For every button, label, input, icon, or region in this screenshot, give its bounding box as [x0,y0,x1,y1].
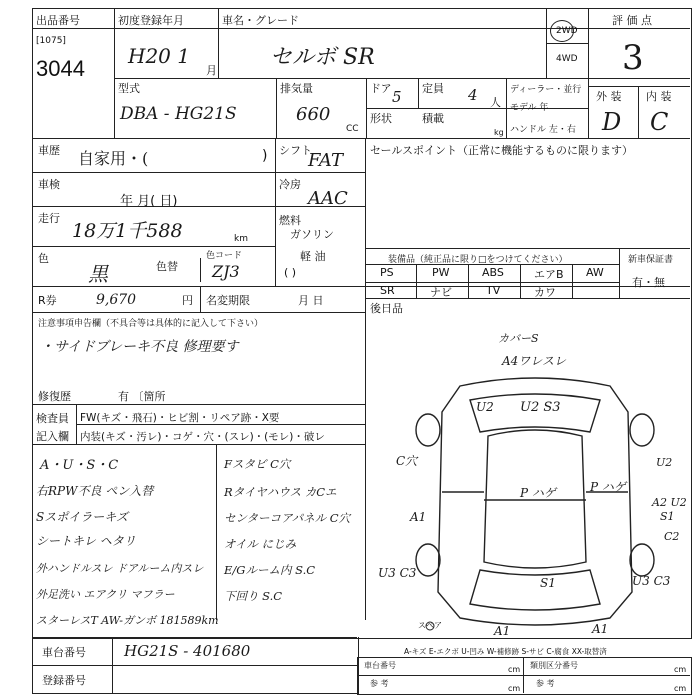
handle-label: ハンドル 左・右 [510,125,576,135]
chassis-value: HG21S - 401680 [124,642,251,660]
drive-2wd: 2WD [556,26,578,36]
remark-line: 外足洗い エアクリ マフラー [36,588,175,601]
divider [32,312,365,313]
divider [619,248,620,298]
repair-value: 有 〔箇所 [118,390,166,403]
footer-unit: cm [508,665,521,674]
remark-line: オイル にじみ [224,537,297,551]
drive-circle [550,20,574,42]
diagram-mark: S1 [660,510,675,523]
lot-label: 出品番号 [36,14,80,27]
fuel-diesel: 軽 油 [300,250,326,263]
fuel-label: 燃料 [279,214,301,227]
diagram-mark: A1 [494,624,511,638]
reg-no-label: 登録番号 [42,674,86,687]
wheel-front-right [630,414,654,446]
divider [276,78,277,138]
equip-aw: AW [586,266,604,279]
footer-unit: cm [508,684,521,693]
load-unit: kg [494,128,504,137]
remark-line: スターレスT AW-ガンボ 181589km [36,614,219,627]
cc-label: 排気量 [280,82,313,95]
inspector-label1: 検査員 [36,412,69,425]
inspector-fw-line: FW(キズ・飛石)・ヒビ割・リペア跡・X要 [80,412,280,424]
remark-line: Rタイヤハウス カCエ [224,485,337,499]
cap-unit: 人 [490,96,501,109]
fuel-paren: ( ) [284,266,297,279]
history-close: ) [262,148,268,164]
mileage-unit: km [234,234,248,244]
footer-sub-label: 参 考 [370,679,389,688]
divider [588,86,690,87]
warranty-label: 新車保証書 [628,255,674,265]
diagram-mark: U3 C3 [632,574,671,588]
divider [275,172,365,173]
shift-label: シフト [279,144,312,157]
divider [32,138,690,139]
grade-label: 評 価 点 [612,14,652,27]
divider [572,264,573,298]
diagram-mark: C2 [664,530,680,543]
divider [218,8,219,78]
ac-label: 冷房 [279,178,301,191]
divider [32,444,365,445]
reg-value: H20 1 [128,44,190,68]
model-value: セルボ SR [270,45,375,70]
cc-unit: CC [346,124,359,134]
divider [32,665,357,666]
remark-line: 外ハンドルスレ ドアルーム内スレ [36,562,204,575]
divider [365,286,366,620]
diagram-mark: P ハゲ [590,480,626,494]
divider [416,264,417,298]
rear-seat-label: 後日品 [370,302,403,315]
wheel-rear-right [630,544,654,576]
divider [32,246,275,247]
reg-label: 初度登録年月 [118,14,184,27]
car-body-outline [438,378,632,625]
color-label: 色 [38,252,49,265]
equipment-label: 装備品（純正品に限り□をつけてください） [388,255,568,265]
model-label: 車名・グレード [222,14,299,27]
footer-sub-label: 類別区分番号 [530,661,578,670]
ac-value: AAC [308,188,348,209]
footer-sub-label: 参 考 [536,679,555,688]
color-value: 黒 [88,262,108,286]
diagram-mark: C穴 [396,454,418,468]
type-label: 型式 [118,82,140,95]
remark-line: 右RPW不良 ペン入替 [36,484,154,498]
wheel-front-left [416,414,440,446]
car-rear-outline [470,570,600,610]
diagram-mark: P ハゲ [520,486,556,500]
recycle-unit: 円 [182,294,193,307]
reg-month-unit: 月 [206,64,217,77]
diagram-mark: U2 [656,456,673,469]
divider [114,78,690,79]
mileage-label: 走行 [38,212,60,225]
transfer-label: 名変期限 [206,294,250,307]
wheel-rear-left [416,544,440,576]
load-label: 積載 [422,112,444,125]
footer-unit: cm [674,665,687,674]
type-value: DBA - HG21S [120,104,237,124]
diagram-mark: U2 [476,400,494,414]
divider [546,43,588,44]
spare-label: スペア [418,621,442,630]
equip-sr: SR [380,284,395,297]
remark-line: E/Gルーム内 S.C [224,563,316,577]
warranty-value: 有・無 [632,276,665,289]
divider [365,298,690,299]
shape-label: 形状 [370,112,392,125]
diagram-mark: U3 C3 [378,566,417,580]
divider [588,8,589,138]
door-value: 5 [392,88,402,106]
notes-label: 注意事項申告欄（不具合等は具体的に記入して下さい） [38,319,264,329]
remark-line: センターコアパネル C穴 [224,511,351,525]
footer-sub-label: 車台番号 [364,661,396,670]
equip-leather: カワ [534,286,556,299]
grade-value: 3 [622,38,644,78]
divider [200,286,201,312]
remark-line: シートキレ ヘタリ [36,534,136,548]
divider [468,264,469,298]
drive-4wd: 4WD [556,54,578,64]
color-change-label: 色替 [156,260,178,273]
shaken-label: 車検 [38,178,60,191]
history-value: 自家用・( [78,149,149,168]
color-code-value: ZJ3 [212,262,240,281]
footer-right-box [357,657,692,695]
mileage-value: 18万1千588 [72,220,183,242]
divider [114,8,115,138]
divider [365,248,690,249]
divider [112,637,113,693]
divider [216,444,217,620]
color-code-box [200,258,267,282]
equip-navi: ナビ [430,286,452,299]
sales-label: セールスポイント（正常に機能するものに限ります） [370,144,634,157]
diagram-mark: S1 [540,576,556,590]
exterior-label: 外 装 [596,90,622,103]
interior-value: C [650,108,669,136]
divider [638,86,639,138]
door-label: ドア [370,82,392,95]
lot-number: 3044 [36,56,85,81]
recycle-value: 9,670 [96,292,137,308]
equip-pw: PW [432,266,450,279]
divider [32,404,365,405]
divider [275,138,276,286]
exterior-value: D [602,108,622,136]
transfer-value: 月 日 [298,294,324,307]
diagram-legend: A-キズ E-エクボ U-凹み W-補修跡 S-サビ C-腐食 XX-取替済 [404,647,607,656]
cap-value: 4 [468,86,478,104]
repair-label: 修復歴 [38,390,71,403]
diagram-mark: A4ワレスレ [502,354,566,368]
notes-line1: ・サイドブレーキ不良 修理要す [40,339,239,355]
shift-value: FAT [308,150,343,171]
dealer-label: ディーラー・並行 [510,85,582,95]
history-label: 車歴 [38,144,60,157]
divider [365,282,619,283]
divider [366,108,588,109]
footer-unit: cm [674,684,687,693]
divider [32,286,690,287]
diagram-mark: A2 U2 [652,496,687,509]
diagram-mark: A1 [592,622,609,636]
divider [523,657,524,693]
lot-sub: [1075] [36,36,66,46]
equip-airbag: エアB [534,268,564,281]
fuel-gasoline: ガソリン [290,228,334,241]
equip-abs: ABS [482,266,504,279]
cap-label: 定員 [422,82,444,95]
diagram-mark: U2 S3 [520,400,561,415]
remark-line: Sスポイラーキズ [36,510,128,524]
inspector-label2: 記入欄 [36,430,69,443]
color-code-label: 色コード [206,251,243,261]
shaken-value: 年 月( 日) [120,194,178,209]
recycle-label: R券 [38,294,57,307]
inspector-int-line: 内装(キズ・汚レ)・コゲ・穴・(スレ)・(モレ)・破レ [80,431,325,443]
divider [418,78,419,108]
interior-label: 内 装 [646,90,672,103]
remark-line: A・U・S・C [40,458,119,473]
cc-value: 660 [296,104,331,125]
diagram-mark: カバーS [498,332,539,345]
model-year-label: モデル 年 [510,103,549,113]
remark-line: 下回り S.C [224,589,283,603]
equip-tv: TV [486,284,501,297]
chassis-label: 車台番号 [42,646,86,659]
equip-ps: PS [380,266,394,279]
divider [32,28,690,29]
diagram-mark: A1 [410,510,427,524]
divider [520,264,521,298]
remark-line: Fスタビ C穴 [224,457,291,471]
